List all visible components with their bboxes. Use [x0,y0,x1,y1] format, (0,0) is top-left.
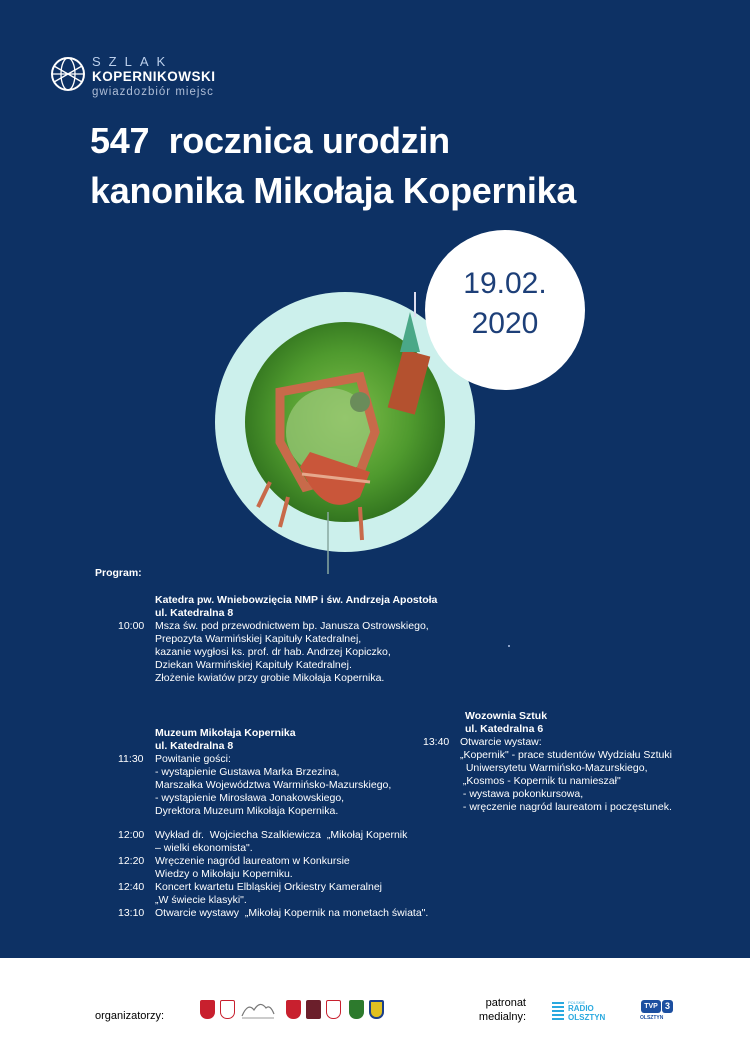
title-line-2: kanonika Mikołaja Kopernika [90,170,577,211]
muzeum-address: ul. Katedralna 8 [155,740,234,752]
event-line: Otwarcie wystaw: [460,736,542,748]
olsztyn-county-crest [286,1000,301,1019]
organizers-label: organizatorzy: [95,1010,165,1022]
event-date-badge [425,230,585,390]
event-time: 12:40 [118,881,145,893]
event-line: Wiedzy o Mikołaju Koperniku. [155,868,293,880]
katedra-event [118,620,437,685]
event-line: Złożenie kwiatów przy grobie Mikołaja Kopernika. [155,672,385,684]
event-time: 13:10 [118,907,145,919]
program-label: Program: [95,567,142,579]
museum-emblem [220,1000,235,1019]
wozownia-event [423,736,672,814]
event-line: Wręczenie nagród laureatom w Konkursie [155,855,350,867]
radio-olsztyn-logo [552,1000,622,1022]
title-line-1: 547 rocznica urodzin [90,120,450,161]
radio-small-label: POLSKIE [568,1000,586,1005]
wozownia-logo [240,998,276,1020]
radio-name-line-2: OLSZTYN [568,1013,606,1022]
event-line: Dyrektora Muzeum Mikołaja Kopernika. [155,805,339,817]
radio-name [568,1004,605,1022]
logo-szlak: SZLAK [92,54,174,69]
event-time: 12:00 [118,829,145,841]
event-line: „W świecie klasyki". [155,894,247,906]
date-year: 2020 [471,307,539,340]
globe-icon [50,56,86,92]
wozownia-section [423,710,672,814]
frombork-crest [326,1000,341,1019]
event-line: Koncert kwartetu Elbląskiej Orkiestry Kameralnej [155,881,383,893]
event-time: 13:40 [423,736,450,748]
decorative-dot [508,645,510,647]
muzeum-event [118,907,429,920]
muzeum-event [118,881,428,907]
braniewo-crest [349,1000,364,1019]
szlak-kopernikowski-logo [50,52,250,104]
katedra-heading: Katedra pw. Wniebowzięcia NMP i św. Andrzeja Apostoła [155,594,438,606]
event-line: Msza św. pod przewodnictwem bp. Janusza Ostrowskiego, [155,620,429,632]
shield-crest [369,1000,384,1019]
patronat-line-2: medialny: [478,1011,526,1023]
wozownia-address: ul. Katedralna 6 [465,723,544,735]
event-time: 12:20 [118,855,145,867]
katedra-section [118,594,438,685]
muzeum-section [118,727,429,920]
event-line: Prepozyta Warmińskiej Kapituły Katedralnej, [155,633,362,645]
media-patronage-label [470,996,526,1024]
event-line: - wystąpienie Gustawa Marka Brzezina, [155,766,340,778]
patronat-line-1: patronat [485,997,526,1009]
muzeum-event [118,753,428,818]
tvp-label: TVP [641,1000,661,1013]
page-title [90,116,576,216]
event-line: Otwarcie wystawy „Mikołaj Kopernik na monetach świata". [155,907,429,919]
muzeum-heading: Muzeum Mikołaja Kopernika [155,727,296,739]
radio-bars-icon [552,1002,564,1020]
event-line: Wykład dr. Wojciecha Szalkiewicza „Mikołaj Kopernik [155,829,408,841]
event-line: - wystąpienie Mirosława Jonakowskiego, [155,792,345,804]
event-line: „Kopernik" - prace studentów Wydziału Sztuki [460,749,672,761]
event-time: 11:30 [118,753,144,765]
muzeum-event [118,855,428,881]
logo-kopernikowski: KOPERNIKOWSKI [92,69,216,84]
event-line: - wręczenie nagród laureatom i poczęstunek. [460,801,672,813]
event-line: kazanie wygłosi ks. prof. dr hab. Andrzej Kopiczko, [155,646,391,658]
event-line: – wielki ekonomista". [155,842,253,854]
event-time: 10:00 [118,620,145,632]
wozownia-heading: Wozownia Sztuk [465,710,548,722]
event-line: Uniwersytetu Warmińsko-Mazurskiego, [460,762,648,774]
radio-name-line-1: RADIO [568,1004,594,1013]
tvp-city: OLSZTYN [640,1015,664,1021]
tvp3-olsztyn-logo [640,1000,674,1024]
church-crest [306,1000,321,1019]
event-line: - wystawa pokonkursowa, [460,788,584,800]
event-line: Marszałka Województwa Warmińsko-Mazurskiego, [155,779,392,791]
event-line: „Kosmos - Kopernik tu namieszał" [460,775,621,787]
warmian-masurian-crest [200,1000,215,1019]
tvp-number: 3 [662,1000,673,1013]
logo-tagline: gwiazdozbiór miejsc [92,86,214,98]
event-line: Dziekan Warmińskiej Kapituły Katedralnej. [155,659,352,671]
muzeum-event [118,829,428,855]
event-line: Powitanie gości: [155,753,231,765]
date-day-month: 19.02. [463,267,547,300]
katedra-address: ul. Katedralna 8 [155,607,234,619]
